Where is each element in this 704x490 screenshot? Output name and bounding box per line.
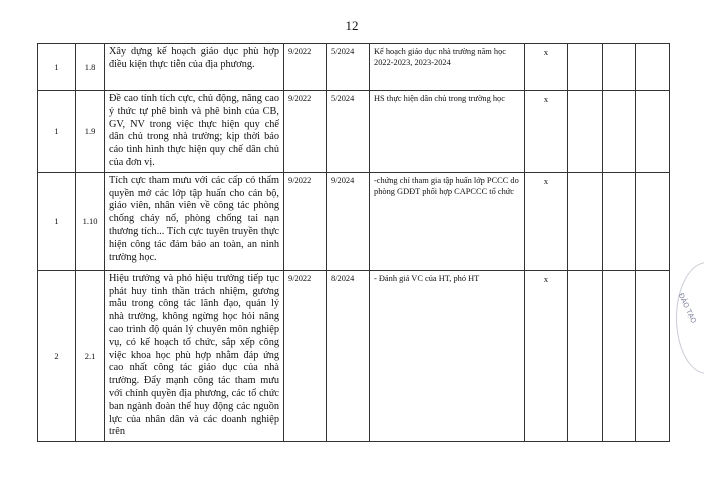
content-cell: Tích cực tham mưu với các cấp có thẩm quyền mở các lớp tập huấn cho cán bộ, giáo viên, nhân viên về công tác phòng chống cháy nổ, phòng chống tai nạn thương tích... Tích cực tuyên truyền thực hiện công tác đảm bảo an toàn, an ninh trường học. bbox=[105, 172, 284, 270]
end-date-cell: 9/2024 bbox=[327, 172, 370, 270]
start-date-cell: 9/2022 bbox=[284, 91, 327, 173]
table-row bbox=[38, 172, 670, 270]
end-date-cell: 5/2024 bbox=[327, 91, 370, 173]
evidence-cell: -chứng chỉ tham gia tập huấn lớp PCCC do phòng GDĐT phối hợp CAPCCC tổ chức bbox=[370, 172, 525, 270]
content-cell: Xây dựng kế hoạch giáo dục phù hợp điều kiện thực tiễn của địa phương. bbox=[105, 44, 284, 91]
end-date-cell: 8/2024 bbox=[327, 270, 370, 441]
empty-cell bbox=[636, 270, 670, 441]
page-number: 12 bbox=[345, 18, 359, 33]
evidence-cell: Kế hoạch giáo dục nhà trường năm học 2022-2023, 2023-2024 bbox=[370, 44, 525, 91]
start-date-cell: 9/2022 bbox=[284, 172, 327, 270]
end-date-cell: 5/2024 bbox=[327, 44, 370, 91]
evidence-cell: - Đánh giá VC của HT, phó HT bbox=[370, 270, 525, 441]
empty-cell bbox=[603, 44, 636, 91]
empty-cell bbox=[603, 91, 636, 173]
evidence-cell: HS thực hiện dân chủ trong trường học bbox=[370, 91, 525, 173]
group-cell: 1 bbox=[38, 91, 76, 173]
group-cell: 1 bbox=[38, 172, 76, 270]
code-cell: 1.9 bbox=[76, 91, 105, 173]
code-cell: 1.10 bbox=[76, 172, 105, 270]
plan-table bbox=[37, 43, 670, 442]
content-cell: Hiệu trưởng và phó hiệu trưởng tiếp tục phát huy tinh thần trách nhiệm, gương mẫu trong công tác lãnh đạo, quản lý nhà trường, không ngừng học hỏi nâng cao trình độ quản lý chuyên môn nghiệp vụ, có kế hoạch tổ chức, sắp xếp công việc khoa học phù hợp nhằm đáp ứng cao nhất công tác giáo dục của nhà trường. Đẩy mạnh công tác tham mưu với chính quyền địa phương, các tổ chức ban ngành đoàn thể huy động các nguồn lực của nhân dân và các doanh nghiệp trên bbox=[105, 270, 284, 441]
empty-cell bbox=[568, 44, 603, 91]
empty-cell bbox=[636, 91, 670, 173]
mark-cell: x bbox=[525, 91, 568, 173]
empty-cell bbox=[603, 270, 636, 441]
empty-cell bbox=[603, 172, 636, 270]
code-cell: 1.8 bbox=[76, 44, 105, 91]
empty-cell bbox=[636, 172, 670, 270]
table-row bbox=[38, 91, 670, 173]
start-date-cell: 9/2022 bbox=[284, 270, 327, 441]
empty-cell bbox=[568, 270, 603, 441]
table-row bbox=[38, 44, 670, 91]
empty-cell bbox=[568, 91, 603, 173]
mark-cell: x bbox=[525, 44, 568, 91]
group-cell: 1 bbox=[38, 44, 76, 91]
mark-cell: x bbox=[525, 172, 568, 270]
empty-cell bbox=[636, 44, 670, 91]
start-date-cell: 9/2022 bbox=[284, 44, 327, 91]
empty-cell bbox=[568, 172, 603, 270]
content-cell: Đề cao tính tích cực, chủ động, nâng cao ý thức tự phê bình và phê bình của CB, GV, NV trong việc thực hiện quy chế dân chủ trong nhà trường; kịp thời báo cáo tình hình thực hiện quy chế dân chủ của đơn vị. bbox=[105, 91, 284, 173]
code-cell: 2.1 bbox=[76, 270, 105, 441]
group-cell: 2 bbox=[38, 270, 76, 441]
table-row bbox=[38, 270, 670, 441]
mark-cell: x bbox=[525, 270, 568, 441]
official-seal-text: ĐÀO TẠO bbox=[676, 292, 698, 325]
